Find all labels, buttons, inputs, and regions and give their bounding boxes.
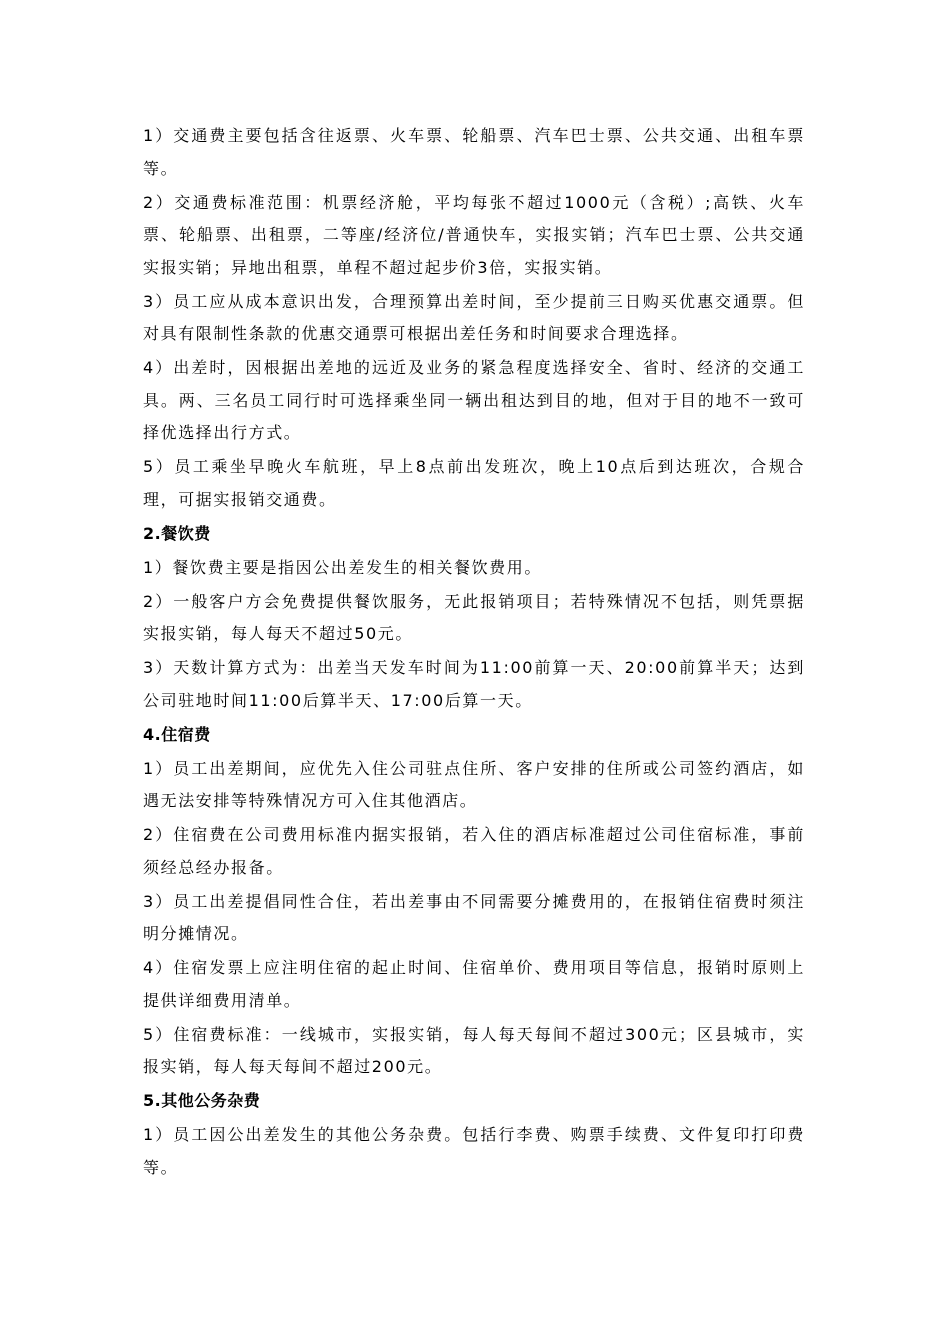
paragraph-misc-1: 1）员工因公出差发生的其他公务杂费。包括行李费、购票手续费、文件复印打印费等。	[143, 1125, 805, 1177]
paragraph-lodging-5: 5）住宿费标准：一线城市，实报实销，每人每天每间不超过300元；区县城市，实报实销，每人每天每间不超过200元。	[143, 1024, 805, 1076]
paragraph-transport-2: 2）交通费标准范围：机票经济舱，平均每张不超过1000元（含税）;高铁、火车票、轮船票、出租票，二等座/经济位/普通快车，实报实销；汽车巴士票、公共交通实报实销；异地出租票，单程不超过起步价3倍，实报实销。	[143, 192, 805, 277]
paragraph-lodging-4: 4）住宿发票上应注明住宿的起止时间、住宿单价、费用项目等信息，报销时原则上提供详细费用清单。	[143, 958, 805, 1010]
section-heading-misc: 5.其他公务杂费	[143, 1091, 261, 1110]
paragraph-meals-2: 2）一般客户方会免费提供餐饮服务，无此报销项目；若特殊情况不包括，则凭票据实报实销，每人每天不超过50元。	[143, 591, 805, 643]
section-heading-meals: 2.餐饮费	[143, 523, 211, 543]
paragraph-lodging-1: 1）员工出差期间，应优先入住公司驻点住所、客户安排的住所或公司签约酒店，如遇无法安排等特殊情况方可入住其他酒店。	[143, 758, 805, 810]
paragraph-transport-4: 4）出差时，因根据出差地的远近及业务的紧急程度选择安全、省时、经济的交通工具。两、三名员工同行时可选择乘坐同一辆出租达到目的地，但对于目的地不一致可择优选择出行方式。	[143, 358, 805, 442]
paragraph-meals-1: 1）餐饮费主要是指因公出差发生的相关餐饮费用。	[143, 557, 542, 577]
paragraph-transport-1: 1）交通费主要包括含往返票、火车票、轮船票、汽车巴士票、公共交通、出租车票等。	[143, 126, 805, 178]
paragraph-meals-3: 3）天数计算方式为：出差当天发车时间为11:00前算一天、20:00前算半天；达到公司驻地时间11:00后算半天、17:00后算一天。	[143, 658, 805, 710]
paragraph-transport-5: 5）员工乘坐早晚火车航班，早上8点前出发班次，晚上10点后到达班次，合规合理，可据实报销交通费。	[143, 457, 805, 509]
document-body	[143, 120, 805, 1186]
paragraph-lodging-2: 2）住宿费在公司费用标准内据实报销，若入住的酒店标准超过公司住宿标准，事前须经总经办报备。	[143, 825, 805, 877]
section-heading-lodging: 4.住宿费	[143, 724, 211, 744]
paragraph-lodging-3: 3）员工出差提倡同性合住，若出差事由不同需要分摊费用的，在报销住宿费时须注明分摊情况。	[143, 891, 805, 943]
paragraph-transport-3: 3）员工应从成本意识出发，合理预算出差时间，至少提前三日购买优惠交通票。但对具有限制性条款的优惠交通票可根据出差任务和时间要求合理选择。	[143, 291, 805, 343]
